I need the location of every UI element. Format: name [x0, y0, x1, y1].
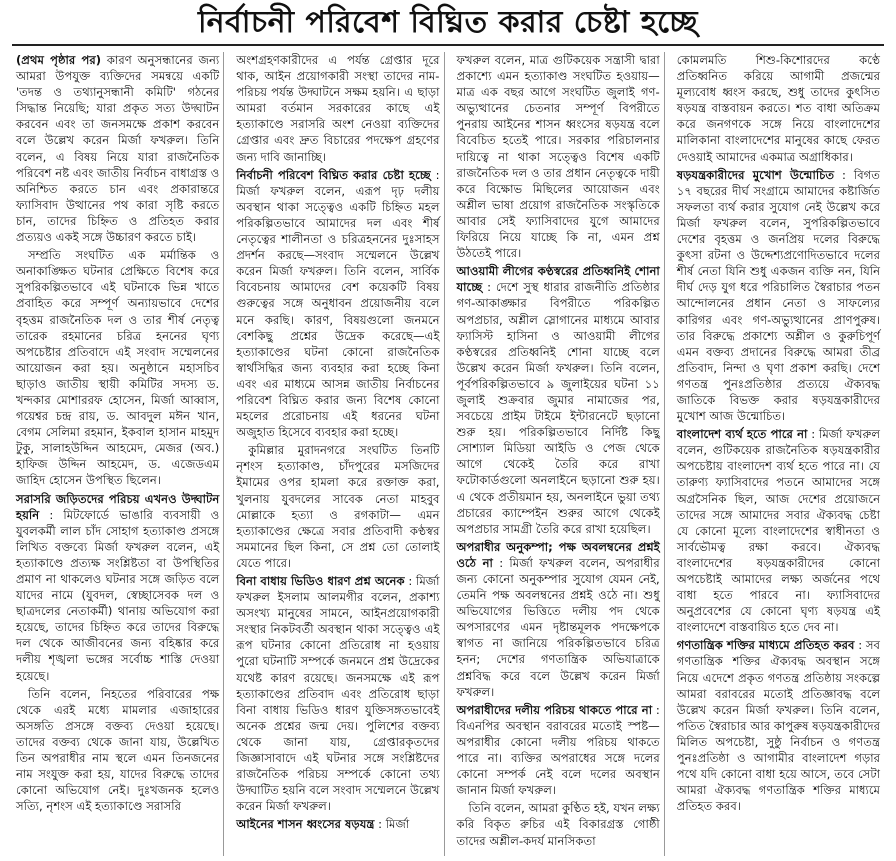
paragraph: ফখরুল বলেন, মাত্র গুটিকয়েক সন্ত্রাসী দ্বারা প্রকাশ্যে এমন হত্যাকাণ্ড সংঘটিত হওয়ায়—মাত্র এক বছর আগে সংঘটিত জুলাই গণ-অভ্যুত্থানের চেতনার সম্পূর্ণ বিপরীতে পুনরায় আইনের শাসন ধ্বংসের ষড়যন্ত্র বলে বিবেচিত হতেই পারে। সরকার পরিচালনার দায়িত্বে না থাকা সত্ত্বেও বিশেষ একটি রাজনৈতিক দল ও তার প্রধান নেতৃত্বকে দায়ী করে বিক্ষোভ মিছিলের আয়োজন এবং অশ্লীল ভাষা প্রয়োগ রাজনৈতিক সংস্কৃতিকে আবার সেই ফ্যাসিবাদের যুগে আমাদের ফিরিয়ে নিয়ে যাচ্ছে কি না, এমন প্রশ্ন উঠতেই পারে। [456, 53, 660, 261]
paragraph-text: : মিটফোর্ডে ভাঙারি ব্যবসায়ী ও যুবলকর্মী লাল চাঁদ সোহাগ হত্যাকাণ্ড প্রসঙ্গে লিখিত বক্তব্যে মির্জা ফখরুল বলেন, এই হত্যাকাণ্ডে প্রত্যক্ষ সংশ্লিষ্টতা বা উপস্থিতির প্রমাণ না থাকলেও ঘটনার সঙ্গে জড়িত বলে যাদের নামে (যুবদল, স্বেচ্ছাসেবক দল ও ছাত্রদলের নেতাকর্মী) থানায় অভিযোগ করা হয়েছে, তাদের চিহ্নিত করে তাদের বিরুদ্ধে দল থেকে আজীবনের জন্য বহিষ্কার করে দলীয় শৃঙ্খলা ভঙ্গের সর্বোচ্চ শাস্তি দেওয়া হয়েছে। [16, 507, 220, 683]
subsection [16, 491, 219, 684]
paragraph [16, 52, 219, 245]
paragraph: তিনি বলেন, নিহতের পরিবারের পক্ষ থেকে এরই মধ্যে মামলার এজাহারের অসঙ্গতি প্রসঙ্গে বক্তব্য দেওয়া হয়েছে। তাদের বক্তব্য থেকে জানা যায়, উল্লেখিত তিন অপরাধীর নাম স্থলে এমন তিনজনের নাম সংযুক্ত করা হয়, যাদের বিরুদ্ধে তাদের কোনো অভিযোগ নেই। দুঃখজনক হলেও সত্যি, নৃশংস এই হত্যাকাণ্ডে সরাসরি [16, 686, 220, 814]
column-3 [453, 52, 665, 856]
paragraph-text: : মির্জা ফখরুল বলেন, এরূপ দৃঢ় দলীয় অবস্থান থাকা সত্ত্বেও একটি চিহ্নিত মহল পরিকল্পিতভাবে আমাদের দল এবং শীর্ষ নেতৃত্বের শালীনতা ও চরিত্রহননের দুঃসাহস প্রদর্শন করছে—সংবাদ সম্মেলনে উল্লেখ করেন মির্জা ফখরুল। তিনি বলেন, সার্বিক বিবেচনায় আমাদের বেশ কয়েকটি বিষয় গুরুত্বের সঙ্গে অনুধাবন প্রয়োজনীয় বলে মনে করছি। কারণ, বিষয়গুলো জনমনে বেশকিছু প্রশ্নের উদ্রেক করেছে—এই হত্যাকাণ্ডের ঘটনা কোনো রাজনৈতিক স্বার্থসিদ্ধির জন্য ব্যবহার করা হচ্ছে কিনা এবং এর মাধ্যমে আসন্ন জাতীয় নির্বাচনের পরিবেশ বিঘ্নিত করার জন্য বিশেষ কোনো মহলের প্ররোচনায় এই ধরনের ঘটনা অজুহাত হিসেবে ব্যবহার করা হচ্ছে। [236, 167, 440, 440]
subheading: আওয়ামী লীগের কণ্ঠস্বরের প্রতিধ্বনিই শোনা যাচ্ছে [456, 264, 660, 295]
subsection [236, 816, 439, 832]
headline-rule [12, 44, 884, 46]
subheading: অপরাধীদের দলীয় পরিচয় থাকতে পারে না [456, 702, 653, 717]
subsection [677, 426, 880, 635]
paragraph: কোমলমতি শিশু-কিশোরদের কণ্ঠে প্রতিধ্বনিত করিয়ে আগামী প্রজন্মের মূল্যবোধ ধ্বংস করছে, শুধু তাদের কুৎসিত ষড়যন্ত্র বাস্তবায়ন করতে। শত বাধা অতিক্রম করে জনগণকে সঙ্গে নিয়ে বাংলাদেশের মালিকানা বাংলাদেশের মানুষের কাছে ফেরত দেওয়াই আমাদের একমাত্র অগ্রাধিকার। [676, 53, 880, 164]
paragraph: তিনি বলেন, আমরা কুণ্ঠিত হই, যখন লক্ষ্য করি বিকৃত রুচির এই বিকারগ্রস্ত গোষ্ঠী তাদের অশ্লীল-কদর্য মানসিকতা [456, 801, 660, 848]
paragraph-text: : বিএনপির অবস্থান বরাবরের মতোই স্পষ্ট— অপরাধীর কোনো দলীয় পরিচয় থাকতে পারে না। ব্যক্তির অপরাধের সঙ্গে দলের কোনো সম্পর্ক নেই বলে দলের অবস্থান জানান মির্জা ফখরুল। [456, 702, 660, 798]
column-4 [673, 52, 884, 856]
subsection [677, 167, 880, 425]
paragraph: অংশগ্রহণকারীদের এ পর্যন্ত গ্রেপ্তার দূরে থাক, আইন প্রয়োগকারী সংস্থা তাদের নাম-পরিচয় পর্যন্ত উদ্ঘাটনে সক্ষম হয়নি। এ ছাড়া আমরা বর্তমান সরকারের কাছে এই হত্যাকাণ্ডে সরাসরি অংশ নেওয়া ব্যক্তিদের গ্রেপ্তার এবং দ্রুত বিচারের পদক্ষেপ গ্রহণের জন্য দাবি জানাচ্ছি। [236, 53, 440, 164]
subsection [457, 702, 660, 799]
paragraph-text: : মির্জা ফখরুল বলেন, গুটিকয়েক রাজনৈতিক ষড়যন্ত্রকারীর অপচেষ্টায় বাংলাদেশ ব্যর্থ হতে পারে না। যে তারুণ্য ফ্যাসিবাদের পতনে আমাদের সঙ্গে অগ্রসৈনিক ছিল, আজ দেশের প্রয়োজনে তাদের সঙ্গে আমাদের সবার ঐক্যবদ্ধ চেষ্টা যে কোনো মূল্যে বাংলাদেশের স্বাধীনতা ও সার্বভৌমত্ব রক্ষা করবে। ঐক্যবদ্ধ বাংলাদেশের ষড়যন্ত্রকারীদের কোনো অপচেষ্টাই আমাদের লক্ষ্য অর্জনের পথে বাধা হতে পারবে না। ফ্যাসিবাদের অনুপ্রবেশের যে কোনো ঘৃণ্য ষড়যন্ত্র এই বাংলাদেশে বাস্তবায়িত হতে দেব না। [676, 427, 880, 635]
subsection [457, 263, 660, 537]
column-1 [12, 52, 224, 856]
article-columns [12, 52, 884, 856]
subsection [236, 167, 439, 441]
subsection [236, 573, 439, 814]
subheading: আইনের শাসন ধ্বংসের ষড়যন্ত্র [236, 817, 375, 832]
subheading: বাংলাদেশ ব্যর্থ হতে পারে না [676, 427, 808, 442]
paragraph-text: : মির্জা ফখরুল বলেন, অপরাধীর জন্য কোনো অনুকম্পার সুযোগ যেমন নেই, তেমনি পক্ষ অবলম্বনের প্রশ্নই ওঠে না। শুধু অভিযোগের ভিত্তিতে দলীয় পদ থেকে অপসারণের এমন দৃষ্টান্তমূলক পদক্ষেপকে স্বাগত না জানিয়ে পরিকল্পিতভাবে চরিত্র হনন; দেশের গণতান্ত্রিক অভিযাত্রাকে প্রশ্নবিদ্ধ করে বলে উল্লেখ করেন মির্জা ফখরুল। [456, 555, 660, 699]
subheading: সরাসরি জড়িতদের পরিচয় এখনও উদ্ঘাটন হয়নি [16, 491, 220, 522]
paragraph: কুমিল্লার মুরাদনগরে সংঘটিত তিনটি নৃশংস হত্যাকাণ্ড, চাঁদপুরের মসজিদের ইমামের ওপর হামলা করে রক্তাক্ত করা, খুলনায় যুবদলের সাবেক নেতা মাহবুব মোল্লাকে হত্যা ও রগকাটা— এমন হত্যাকাণ্ডের ক্ষেত্রে সবার প্রতিবাদী কণ্ঠস্বর সমমানের ছিল কিনা, সে প্রশ্ন তো তোলাই যেতে পারে। [236, 443, 440, 570]
subsection [457, 539, 660, 700]
subsection [677, 637, 880, 814]
subheading: গণতান্ত্রিক শক্তির মাধ্যমে প্রতিহত করব [676, 638, 855, 653]
column-2 [232, 52, 444, 856]
subheading: বিনা বাধায় ভিডিও ধারণ প্রশ্ন অনেক [236, 574, 405, 588]
paragraph-text: : বিগত ১৭ বছরের দীর্ঘ সংগ্রামে আমাদের কষ্টার্জিত সফলতা ব্যর্থ করার সুযোগ নেই উল্লেখ করে মির্জা ফখরুল বলেন, সুপরিকল্পিতভাবে দেশের বৃহত্তম ও জনপ্রিয় দলের বিরুদ্ধে কুৎসা রটনা ও উদ্দেশ্যপ্রণোদিতভাবে দলের শীর্ষ নেতা যিনি শুধু একজন ব্যক্তি নন, যিনি দীর্ঘ দেড় যুগ ধরে পরিচালিত স্বৈরাচার পতন আন্দোলনের প্রধান নেতা ও সাফল্যের কারিগর এবং গণ-অভ্যুত্থানের প্রাণপুরুষ। তার বিরুদ্ধে প্রকাশ্যে অশ্লীল ও কুরুচিপূর্ণ এমন বক্তব্য প্রদানের বিরুদ্ধে আমরা তীব্র প্রতিবাদ, নিন্দা ও ঘৃণা প্রকাশ করছি। দেশে গণতন্ত্র পুনঃপ্রতিষ্ঠার প্রত্যয়ে ঐক্যবদ্ধ জাতিকে বিভক্ত করার ষড়যন্ত্রকারীদের মুখোশ আজ উন্মোচিত। [676, 167, 880, 424]
paragraph-text: : সব গণতান্ত্রিক শক্তির ঐক্যবদ্ধ অবস্থান সঙ্গে নিয়ে এদেশে প্রকৃত গণতন্ত্র প্রতিষ্ঠায় সংকল্পে আমরা বরাবরের মতোই প্রতিজ্ঞাবদ্ধ বলে উল্লেখ করেন মির্জা ফখরুল। তিনি বলেন, পতিত স্বৈরাচার আর কাপুরুষ ষড়যন্ত্রকারীদের মিলিত অপচেষ্টা, সুষ্ঠু নির্বাচন ও গণতন্ত্র পুনঃপ্রতিষ্ঠা ও আগামীর বাংলাদেশ গড়ার পথে যদি কোনো বাধা হয়ে আসে, তবে সেটা আমরা ঐক্যবদ্ধ গণতান্ত্রিক শক্তির মাধ্যমে প্রতিহত করব। [676, 638, 880, 814]
subheading: নির্বাচনী পরিবেশ বিঘ্নিত করার চেষ্টা হচ্ছে [236, 167, 431, 182]
subheading: অপরাধীর অনুকম্পা; পক্ষ অবলম্বনের প্রশ্নই ওঠে না [456, 539, 660, 570]
paragraph-text: : মির্জা [374, 817, 410, 832]
paragraph-text: : মির্জা ফখরুল ইসলাম আলমগীর বলেন, প্রকাশ্য অসংখ্য মানুষের সামনে, আইনপ্রয়োগকারী সংস্থার নিকটবর্তী অবস্থান থাকা সত্ত্বেও এই রূপ ঘটনার কোনো প্রতিরোধ না হওয়ায় পুরো ঘটনাটি সম্পর্কে জনমনে প্রশ্ন উদ্রেকের যথেষ্ট কারণ রয়েছে। জনসমক্ষে এই রূপ হত্যাকাণ্ডের প্রতিবাদ এবং প্রতিরোধ ছাড়া বিনা বাধায় ভিডিও ধারণ যুক্তিসঙ্গতভাবেই অনেক প্রশ্নের জন্ম দেয়। পুলিশের বক্তব্য থেকে জানা যায়, গ্রেপ্তারকৃতদের জিজ্ঞাসাবাদে এই ঘটনার সঙ্গে সংশ্লিষ্টদের রাজনৈতিক পরিচয় সম্পর্কে কোনো তথ্য উদ্ঘাটিত হয়নি বলে সংবাদ সম্মেলনে উল্লেখ করেন মির্জা ফখরুল। [236, 574, 440, 814]
headline: নির্বাচনী পরিবেশ বিঘ্নিত করার চেষ্টা হচ্ছে [198, 5, 698, 40]
paragraph-text: : দেশে সুস্থ ধারার রাজনীতি প্রতিষ্ঠার গণ-আকাঙ্ক্ষার বিপরীতে পরিকল্পিত অপপ্রচার, অশ্লীল স্লোগানের মাধ্যমে আবার ফ্যাসিস্ট হাসিনা ও আওয়ামী লীগের কণ্ঠস্বরের প্রতিধ্বনিই শোনা যাচ্ছে বলে উল্লেখ করেন মির্জা ফখরুল। তিনি বলেন, পূর্বপরিকল্পিতভাবে ৯ জুলাইয়ের ঘটনা ১১ জুলাই শুক্রবার জুমার নামাজের পর, সবচেয়ে প্রাইম টাইমে ইন্টারনেটে ছড়ানো শুরু হয়। পরিকল্পিতভাবে নির্দিষ্ট কিছু সোশ্যাল মিডিয়া আইডি ও পেজ থেকে আগে থেকেই তৈরি করে রাখা ফটোকার্ডগুলো অনলাইনে ছড়ানো শুরু হয়। এ থেকে প্রতীয়মান হয়, অনলাইনে ভুয়া তথ্য প্রচারের ক্যাম্পেইন শুরুর আগে থেকেই অপপ্রচার সামগ্রী তৈরি করে রাখা হয়েছিল। [456, 280, 660, 536]
paragraph-text: কারণ অনুসন্ধানের জন্য আমরা উপযুক্ত ব্যক্তিদের সমন্বয়ে একটি 'তদন্ত ও তথ্যানুসন্ধানী কমিটি' গঠনের সিদ্ধান্ত নিয়েছি; যারা প্রকৃত সত্য উদ্ঘাটন করবেন এবং তা জনসমক্ষে প্রকাশ করবেন বলে উল্লেখ করেন মির্জা ফখরুল। তিনি বলেন, এ বিষয় নিয়ে যারা রাজনৈতিক পরিবেশ নষ্ট এবং জাতীয় নির্বাচন বাধাগ্রস্ত ও অনিশ্চিত করতে চান এবং প্রকারান্তরে ফ্যাসিবাদ উত্থানের পথ কারা সৃষ্টি করতে চান, তাদের চিহ্নিত ও প্রতিহত করার প্রত্যয়ও একই সঙ্গে উচ্চারণ করতে চাই। [16, 53, 220, 245]
subheading: ষড়যন্ত্রকারীদের মুখোশ উন্মোচিত [676, 167, 835, 182]
paragraph: সম্প্রতি সংঘটিত এক মর্মান্তিক ও অনাকাঙ্ক্ষিত ঘটনার প্রেক্ষিতে বিশেষ করে সুপরিকল্পিতভাবে এই ঘটনাকে ভিন্ন খাতে প্রবাহিত করে সম্পূর্ণ অন্যায়ভাবে দেশের বৃহত্তম রাজনৈতিক দল ও তার শীর্ষ নেতৃত্ব তারেক রহমানের চরিত্র হননের ঘৃণ্য অপচেষ্টার প্রতিবাদে এই সংবাদ সম্মেলনের আয়োজন করা হয়। অনুষ্ঠানে মহাসচিব ছাড়াও জাতীয় স্থায়ী কমিটির সদস্য ড. খন্দকার মোশাররফ হোসেন, মির্জা আব্বাস, গয়েশ্বর চন্দ্র রায়, ড. আবদুল মঈন খান, বেগম সেলিমা রহমান, ইকবাল হাসান মাহমুদ টুকু, সালাহউদ্দিন আহমেদ, মেজর (অব.) হাফিজ উদ্দিন আহমেদ, ড. এজেডএম জাহিদ হোসেন উপস্থিত ছিলেন। [16, 248, 220, 488]
continuation-label: (প্রথম পৃষ্ঠার পর) [16, 53, 102, 67]
